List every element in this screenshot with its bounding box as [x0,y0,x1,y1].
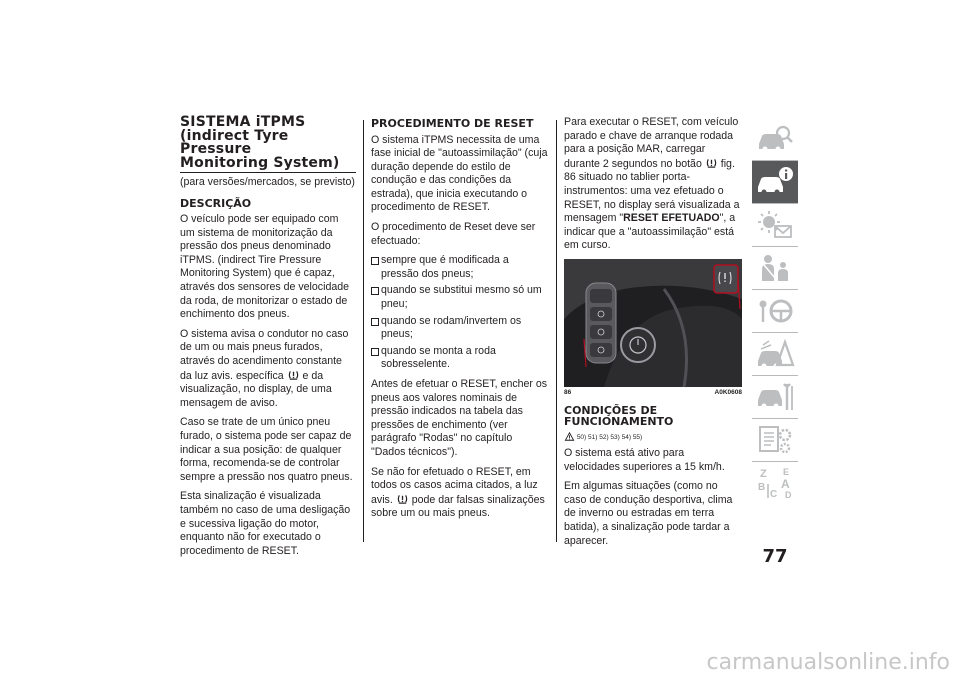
chapter-tab-car-search[interactable] [752,118,798,161]
list-item: quando se rodam/invertem os pneus; [371,315,549,342]
tyre-pressure-warning-icon [288,369,299,381]
chapter-tab-index[interactable] [752,462,798,504]
chapter-tab-servicing[interactable] [752,376,798,419]
section-title [180,116,356,173]
index-letter: Z [760,468,767,480]
column-3 [564,116,742,554]
paragraph: Caso se trate de um único pneu furado, o sistema pode ser capaz de indicar a sua posição: de qualquer forma, recomenda-se de controlar sempre a pressão nos quatro pneus. [180,416,353,483]
heading-condicoes-funcionamento: CONDIÇÕES DE FUNCIONAMENTO [564,403,674,429]
chapter-tab-technical-data[interactable] [752,419,798,462]
list-item: quando se monta a roda sobresselente. [371,345,549,372]
safety-icon [755,251,795,285]
figure-caption [564,386,742,400]
figure-number: 86 [564,389,572,397]
figure-dashboard-reset-button [564,259,742,397]
title-line-4: Monitoring System) [180,157,356,174]
list-item: quando se substitui mesmo só um pneu; [371,284,549,311]
paragraph: O veículo pode ser equipado com um sistema de monitorização da pressão dos pneus denominado iTPMS. (indirect Tire Pressure Monitoring System) que é capaz, através dos sensores de velocidade da roda, de monitorizar o estado de enchimento dos pneus. [180,213,350,321]
reset-conditions-list [371,254,549,372]
car-service-icon [755,380,795,414]
car-info-icon [755,165,795,199]
paragraph: Se não for efetuado o RESET, em todos os casos acima citados, a luz avis. pode dar falsas sinalizações sobre um ou mais pneus. [371,465,545,520]
tyre-pressure-button-icon [706,157,717,169]
index-letter: C [770,489,778,500]
column-1 [180,116,356,564]
car-breakdown-icon [755,337,795,371]
column-divider [363,120,364,542]
paragraph: O sistema iTPMS necessita de uma fase inicial de "autoassimilação" (cuja duração depende do estilo de condução e das condições da estrada), que inicia executando o procedimento de RESET. [371,133,548,214]
paragraph: O sistema avisa o condutor no caso de um ou mais pneus furados, através do acendimento constante da luz avis. específica e da visualização, no display, de uma mensagem de aviso. [180,327,349,409]
chapter-tab-car-info[interactable] [752,161,798,204]
index-letter: A [781,477,790,491]
paragraph: Antes de efetuar o RESET, encher os pneus aos valores nominais de pressão indicados na tabela das pressões de enchimento (ver parágrafo "Rodas" no capítulo "Dados técnicos"). [371,378,548,458]
column-2 [371,116,549,527]
index-letter: E [783,467,790,477]
caution-triangle-icon [565,432,574,441]
chapter-tab-safety[interactable] [752,247,798,290]
dashboard-photo [564,259,742,387]
index-letter: D [785,490,792,500]
column-divider [556,120,557,542]
chapter-navigation [752,118,798,504]
paragraph: O sistema está ativo para velocidades superiores a 15 km/h. [564,446,725,473]
technical-data-icon [755,423,795,457]
key-steering-icon [755,294,795,328]
warning-lights-icon [755,208,795,242]
paragraph: Para executar o RESET, com veículo parado e chave de arranque rodada para a posição MAR, carregar durante 2 segundos no botão fig. 86 situado no tablier porta-instrumentos: uma vez efetuado o RESET, no display será visualizada a mensagem "RESET EFETUADO", a indicar que a "autoassimilação" está em curso. [564,116,740,252]
index-icon [755,466,795,500]
tyre-pressure-warning-icon [397,493,408,505]
car-search-icon [755,122,795,156]
page-number: 77 [762,546,788,567]
index-letter: B [758,482,766,493]
section-subtitle: (para versões/mercados, se previsto) [180,176,355,188]
watermark: carmanualsonline.info [706,650,950,675]
chapter-tab-warning-lights[interactable] [752,204,798,247]
chapter-tab-emergency[interactable] [752,333,798,376]
figure-code: A0K0608 [714,389,742,397]
list-item: sempre que é modificada a pressão dos pneus; [371,254,549,281]
warning-references: 50) 51) 52) 53) 54) 55) [564,432,742,443]
title-line-2: (indirect Tyre [180,127,289,144]
paragraph: Em algumas situações (como no caso de condução desportiva, clima de inverno ou estradas em terra batida), a sinalização pode tardar a aparecer. [564,480,733,547]
paragraph: Esta sinalização é visualizada também no caso de uma desligação e sucessiva ligação do motor, enquanto não for executado o procedimento de RESET. [180,490,351,557]
chapter-tab-starting-driving[interactable] [752,290,798,333]
heading-procedimento-reset: PROCEDIMENTO DE RESET [371,117,534,130]
title-line-3: Pressure [180,141,252,157]
paragraph: O procedimento de Reset deve ser efectuado: [371,221,536,247]
heading-descricao: DESCRIÇÃO [180,196,252,210]
title-line-1: SISTEMA iTPMS [180,114,306,130]
